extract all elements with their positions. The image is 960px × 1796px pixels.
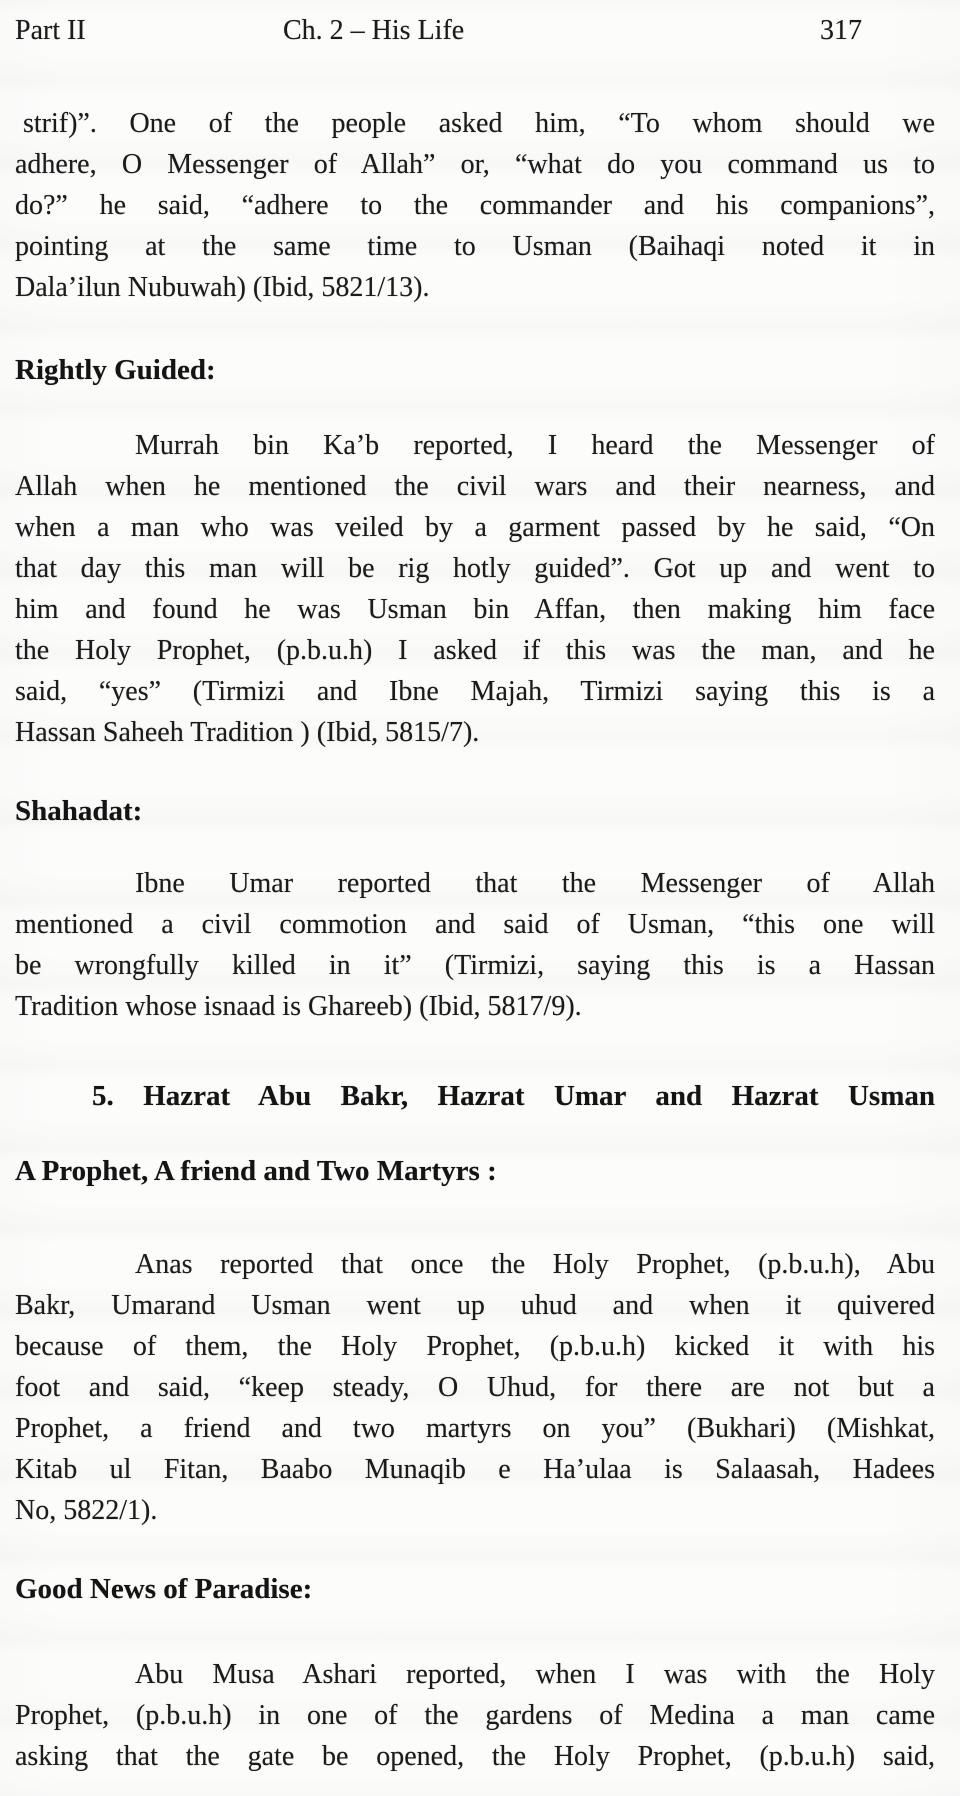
body-paragraph [15, 863, 935, 1027]
body-paragraph [15, 103, 935, 308]
text-line: asking that the gate be opened, the Holy Prophet, (p.b.u.h) said, [15, 1741, 935, 1772]
text-line: Prophet, a friend and two martyrs on you” (Bukhari) (Mishkat, [15, 1413, 935, 1444]
text-line: adhere, O Messenger of Allah” or, “what do you command us to [15, 149, 935, 180]
text-line: Prophet, (p.b.u.h) in one of the gardens of Medina a man came [15, 1700, 935, 1731]
page-header [15, 16, 935, 46]
text-line: Hassan Saheeh Tradition ) (Ibid, 5815/7). [15, 717, 480, 748]
numbered-section-heading [92, 1076, 935, 1117]
text-line: Anas reported that once the Holy Prophet, (p.b.u.h), Abu [135, 1249, 935, 1280]
text-line: Murrah bin Ka’b reported, I heard the Messenger of [135, 430, 935, 461]
text-line: be wrongfully killed in it” (Tirmizi, saying this is a Hassan [15, 950, 935, 981]
section-number: 5. [92, 1080, 114, 1112]
text-line: do?” he said, “adhere to the commander and his companions”, [15, 190, 935, 221]
heading-shahadat: Shahadat: [15, 795, 143, 827]
text-line: Dala’ilun Nubuwah) (Ibid, 5821/13). [15, 272, 430, 303]
text-line: the Holy Prophet, (p.b.u.h) I asked if this was the man, and he [15, 635, 935, 666]
text-line: Bakr, Umarand Usman went up uhud and when it quivered [15, 1290, 935, 1321]
text-line: that day this man will be rig hotly guided”. Got up and went to [15, 553, 935, 584]
heading-good-news-paradise: Good News of Paradise: [15, 1573, 313, 1605]
text-line: No, 5822/1). [15, 1495, 158, 1526]
text-line: when a man who was veiled by a garment passed by he said, “On [15, 512, 935, 543]
text-line: said, “yes” (Tirmizi and Ibne Majah, Tirmizi saying this is a [15, 676, 935, 707]
header-page-number: 317 [820, 15, 862, 46]
heading-prophet-friend-martyrs: A Prophet, A friend and Two Martyrs : [15, 1155, 497, 1187]
text-line: Kitab ul Fitan, Baabo Munaqib e Ha’ulaa is Salaasah, Hadees [15, 1454, 935, 1485]
text-line: Allah when he mentioned the civil wars and their nearness, and [15, 471, 935, 502]
header-part-label: Part II [15, 15, 86, 46]
section-title: Hazrat Abu Bakr, Hazrat Umar and Hazrat Usman [143, 1080, 935, 1112]
body-paragraph [15, 1654, 935, 1777]
text-line: him and found he was Usman bin Affan, then making him face [15, 594, 935, 625]
text-line: Tradition whose isnaad is Ghareeb) (Ibid, 5817/9). [15, 991, 582, 1022]
body-paragraph [15, 425, 935, 753]
heading-rightly-guided: Rightly Guided: [15, 354, 216, 386]
header-chapter-title: Ch. 2 – His Life [283, 15, 465, 46]
text-line: strif)”. One of the people asked him, “To whom should we [23, 108, 935, 139]
text-line: pointing at the same time to Usman (Baihaqi noted it in [15, 231, 935, 262]
text-line: foot and said, “keep steady, O Uhud, for there are not but a [15, 1372, 935, 1403]
text-line: because of them, the Holy Prophet, (p.b.u.h) kicked it with his [15, 1331, 935, 1362]
body-paragraph [15, 1244, 935, 1531]
text-line: mentioned a civil commotion and said of Usman, “this one will [15, 909, 935, 940]
text-line: Abu Musa Ashari reported, when I was with the Holy [135, 1659, 935, 1690]
text-line: Ibne Umar reported that the Messenger of Allah [135, 868, 935, 899]
